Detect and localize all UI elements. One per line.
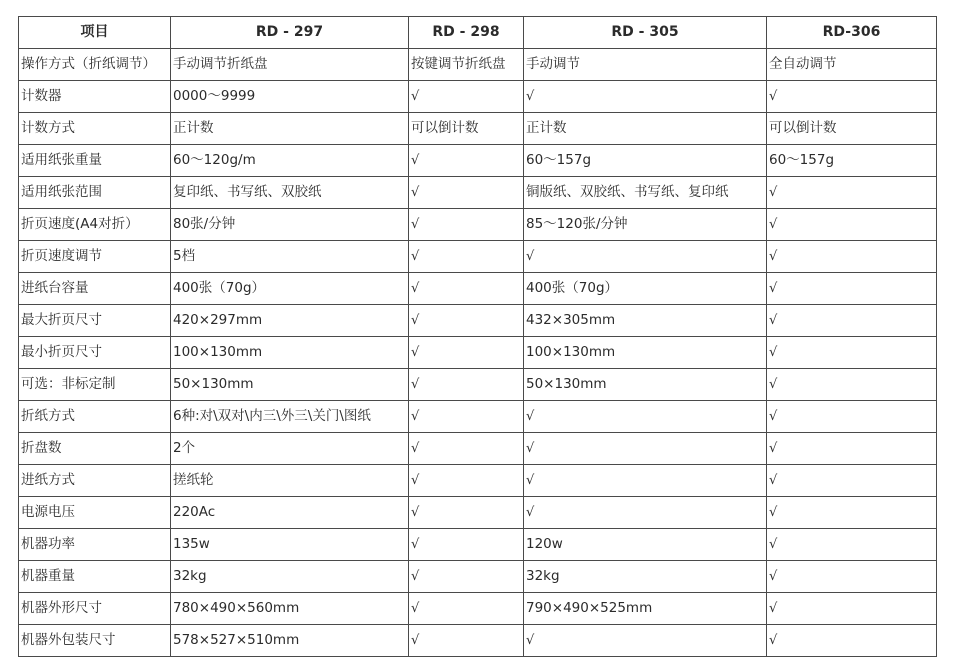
rd297-cell: 50×130mm (171, 369, 409, 401)
rd305-cell: √ (524, 497, 767, 529)
rd297-cell: 32kg (171, 561, 409, 593)
rd305-cell: 正计数 (524, 113, 767, 145)
rd298-cell: √ (409, 369, 524, 401)
table-row (19, 433, 937, 465)
row-label-cell: 最大折页尺寸 (19, 305, 171, 337)
rd305-cell: 85～120张/分钟 (524, 209, 767, 241)
row-label-cell: 机器重量 (19, 561, 171, 593)
rd297-cell: 578×527×510mm (171, 625, 409, 657)
rd305-cell: √ (524, 81, 767, 113)
row-label-cell: 计数器 (19, 81, 171, 113)
rd298-cell: √ (409, 273, 524, 305)
rd298-cell: √ (409, 465, 524, 497)
rd305-cell: 432×305mm (524, 305, 767, 337)
row-label-cell: 进纸台容量 (19, 273, 171, 305)
rd306-cell: √ (767, 81, 937, 113)
rd297-cell: 0000～9999 (171, 81, 409, 113)
table-row (19, 593, 937, 625)
row-label-cell: 电源电压 (19, 497, 171, 529)
rd306-cell: √ (767, 241, 937, 273)
rd305-cell: 100×130mm (524, 337, 767, 369)
rd305-cell: √ (524, 465, 767, 497)
rd306-cell: √ (767, 593, 937, 625)
row-label-cell: 折盘数 (19, 433, 171, 465)
row-label-cell: 折纸方式 (19, 401, 171, 433)
rd306-cell: √ (767, 625, 937, 657)
rd306-cell: √ (767, 433, 937, 465)
rd305-cell: 手动调节 (524, 49, 767, 81)
rd298-cell: √ (409, 401, 524, 433)
rd305-cell: √ (524, 625, 767, 657)
rd297-cell: 5档 (171, 241, 409, 273)
rd306-cell: √ (767, 273, 937, 305)
rd306-cell: √ (767, 465, 937, 497)
header-cell-rd298: RD - 298 (409, 17, 524, 49)
row-label-cell: 机器外包装尺寸 (19, 625, 171, 657)
rd297-cell: 780×490×560mm (171, 593, 409, 625)
rd297-cell: 100×130mm (171, 337, 409, 369)
rd298-cell: √ (409, 593, 524, 625)
table-row (19, 497, 937, 529)
rd298-cell: √ (409, 241, 524, 273)
row-label-cell: 操作方式（折纸调节） (19, 49, 171, 81)
table-row (19, 465, 937, 497)
rd305-cell: 60～157g (524, 145, 767, 177)
rd297-cell: 135w (171, 529, 409, 561)
header-row (19, 17, 937, 49)
rd305-cell: 50×130mm (524, 369, 767, 401)
row-label-cell: 机器功率 (19, 529, 171, 561)
rd297-cell: 400张（70g） (171, 273, 409, 305)
row-label-cell: 计数方式 (19, 113, 171, 145)
rd297-cell: 6种:对\双对\内三\外三\关门\图纸 (171, 401, 409, 433)
rd297-cell: 复印纸、书写纸、双胶纸 (171, 177, 409, 209)
rd306-cell: √ (767, 177, 937, 209)
rd298-cell: √ (409, 497, 524, 529)
rd305-cell: 120w (524, 529, 767, 561)
spec-comparison-table (18, 16, 937, 657)
table-row (19, 209, 937, 241)
rd306-cell: √ (767, 529, 937, 561)
rd298-cell: √ (409, 177, 524, 209)
table-row (19, 369, 937, 401)
row-label-cell: 折页速度调节 (19, 241, 171, 273)
rd306-cell: √ (767, 369, 937, 401)
rd305-cell: √ (524, 241, 767, 273)
rd306-cell: √ (767, 305, 937, 337)
rd297-cell: 正计数 (171, 113, 409, 145)
rd297-cell: 2个 (171, 433, 409, 465)
rd305-cell: 铜版纸、双胶纸、书写纸、复印纸 (524, 177, 767, 209)
rd298-cell: 可以倒计数 (409, 113, 524, 145)
rd297-cell: 60～120g/m (171, 145, 409, 177)
rd298-cell: √ (409, 337, 524, 369)
rd306-cell: √ (767, 209, 937, 241)
rd298-cell: 按键调节折纸盘 (409, 49, 524, 81)
rd298-cell: √ (409, 433, 524, 465)
rd297-cell: 80张/分钟 (171, 209, 409, 241)
header-cell-item: 项目 (19, 17, 171, 49)
table-row (19, 81, 937, 113)
header-cell-rd297: RD - 297 (171, 17, 409, 49)
rd306-cell: 全自动调节 (767, 49, 937, 81)
row-label-cell: 进纸方式 (19, 465, 171, 497)
rd305-cell: √ (524, 401, 767, 433)
table-row (19, 241, 937, 273)
table-row (19, 561, 937, 593)
rd306-cell: √ (767, 497, 937, 529)
rd298-cell: √ (409, 145, 524, 177)
rd297-cell: 手动调节折纸盘 (171, 49, 409, 81)
table-row (19, 337, 937, 369)
rd306-cell: √ (767, 561, 937, 593)
table-row (19, 177, 937, 209)
rd305-cell: √ (524, 433, 767, 465)
rd298-cell: √ (409, 305, 524, 337)
table-row (19, 529, 937, 561)
rd298-cell: √ (409, 81, 524, 113)
rd306-cell: 60～157g (767, 145, 937, 177)
table-row (19, 145, 937, 177)
table-row (19, 625, 937, 657)
rd306-cell: 可以倒计数 (767, 113, 937, 145)
row-label-cell: 机器外形尺寸 (19, 593, 171, 625)
rd298-cell: √ (409, 529, 524, 561)
rd306-cell: √ (767, 401, 937, 433)
rd306-cell: √ (767, 337, 937, 369)
header-cell-rd305: RD - 305 (524, 17, 767, 49)
rd297-cell: 搓纸轮 (171, 465, 409, 497)
row-label-cell: 适用纸张范围 (19, 177, 171, 209)
rd298-cell: √ (409, 625, 524, 657)
spec-table-container (18, 16, 937, 657)
rd297-cell: 220Ac (171, 497, 409, 529)
row-label-cell: 适用纸张重量 (19, 145, 171, 177)
row-label-cell: 最小折页尺寸 (19, 337, 171, 369)
rd305-cell: 32kg (524, 561, 767, 593)
table-body (19, 49, 937, 657)
row-label-cell: 折页速度(A4对折） (19, 209, 171, 241)
header-cell-rd306: RD-306 (767, 17, 937, 49)
table-row (19, 273, 937, 305)
table-row (19, 401, 937, 433)
rd298-cell: √ (409, 561, 524, 593)
rd298-cell: √ (409, 209, 524, 241)
table-row (19, 49, 937, 81)
rd305-cell: 790×490×525mm (524, 593, 767, 625)
rd297-cell: 420×297mm (171, 305, 409, 337)
row-label-cell: 可选：非标定制 (19, 369, 171, 401)
table-row (19, 113, 937, 145)
rd305-cell: 400张（70g） (524, 273, 767, 305)
table-row (19, 305, 937, 337)
